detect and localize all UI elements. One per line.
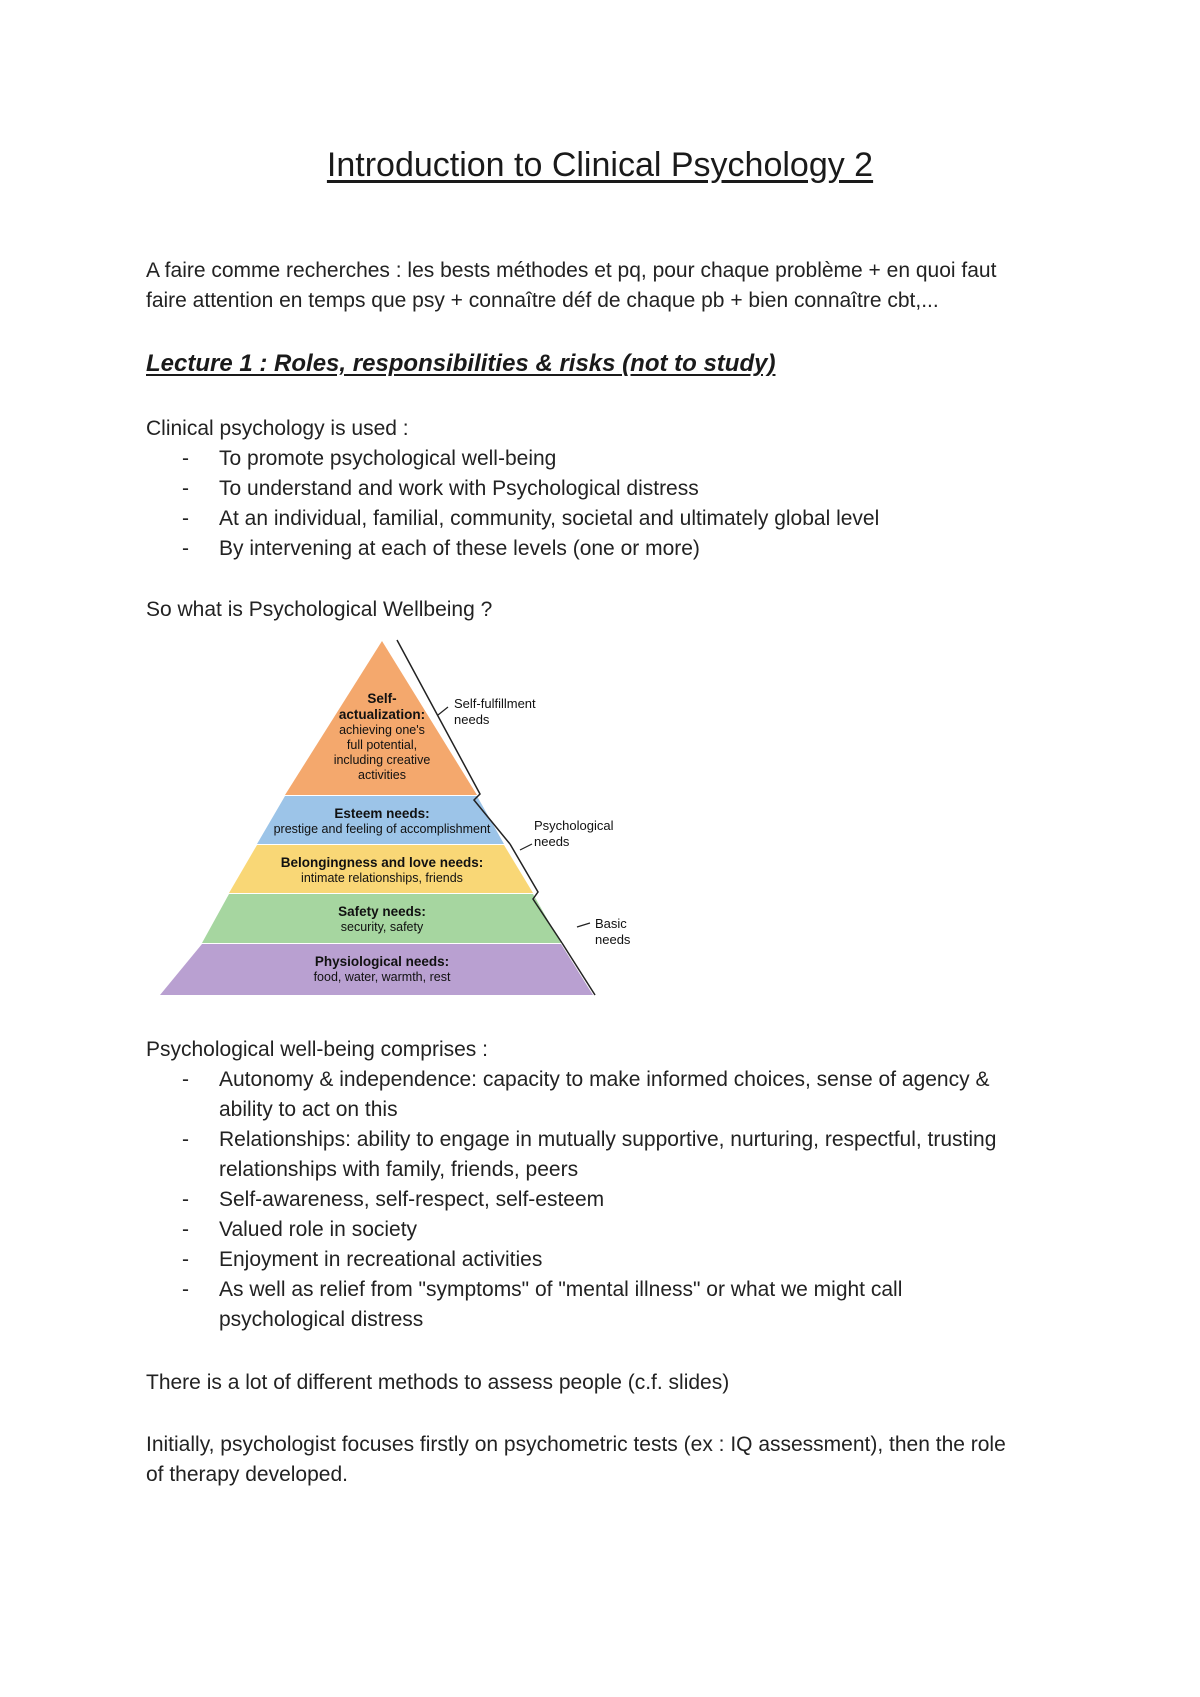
- dash-bullet: -: [182, 1188, 189, 1211]
- safety-desc: security, safety: [340, 920, 424, 934]
- physiological-title: Physiological needs:: [314, 954, 450, 969]
- side-label-basic-1: Basic: [595, 916, 627, 931]
- list-item-line-1: Autonomy & independence: capacity to make informed choices, sense of agency &: [219, 1068, 990, 1091]
- bracket-tick-2: [520, 844, 532, 850]
- dash-bullet: -: [182, 477, 189, 500]
- list-item: [146, 534, 1076, 564]
- wellbeing-question: So what is Psychological Wellbeing ?: [146, 598, 493, 621]
- self-actualization-title-2: actualization:: [338, 707, 426, 722]
- intro-paragraph: [146, 256, 1076, 316]
- initially-line-1: Initially, psychologist focuses firstly on psychometric tests (ex : IQ assessment), then the role: [146, 1433, 1006, 1456]
- bracket-tick-3: [577, 923, 590, 927]
- esteem-title: Esteem needs:: [334, 806, 430, 821]
- list-item-text: At an individual, familial, community, societal and ultimately global level: [219, 507, 880, 530]
- uses-intro: Clinical psychology is used :: [146, 417, 409, 440]
- dash-bullet: -: [182, 537, 189, 560]
- self-actualization-title: Self-: [367, 691, 397, 706]
- safety-title: Safety needs:: [338, 904, 426, 919]
- intro-line-1: A faire comme recherches : les bests méthodes et pq, pour chaque problème + en quoi faut: [146, 259, 997, 282]
- maslow-pyramid-diagram: [152, 632, 642, 997]
- list-item: [146, 1065, 1076, 1125]
- belongingness-desc: intimate relationships, friends: [301, 871, 463, 885]
- side-label-psychological-1: Psychological: [534, 818, 614, 833]
- list-item-line-2: relationships with family, friends, peers: [219, 1158, 579, 1181]
- list-item: [146, 474, 1076, 504]
- list-item-line-1: As well as relief from "symptoms" of "mental illness" or what we might call: [219, 1278, 903, 1301]
- assess-paragraph: There is a lot of different methods to assess people (c.f. slides): [146, 1371, 730, 1394]
- esteem-desc: prestige and feeling of accomplishment: [273, 822, 491, 836]
- list-item-text: Valued role in society: [219, 1218, 418, 1241]
- dash-bullet: -: [182, 1278, 189, 1301]
- side-label-psychological-2: needs: [534, 834, 570, 849]
- intro-line-2: faire attention en temps que psy + connaître déf de chaque pb + bien connaître cbt,...: [146, 289, 939, 312]
- initially-line-2: of therapy developed.: [146, 1463, 348, 1486]
- physiological-desc: food, water, warmth, rest: [313, 970, 451, 984]
- list-item-line-2: ability to act on this: [219, 1098, 398, 1121]
- self-actualization-desc-4: activities: [358, 768, 406, 782]
- uses-list: [146, 444, 1076, 564]
- dash-bullet: -: [182, 507, 189, 530]
- side-label-self-fulfillment-1: Self-fulfillment: [454, 696, 536, 711]
- initially-paragraph: [146, 1430, 1076, 1490]
- list-item: [146, 1245, 1076, 1275]
- side-label-basic-2: needs: [595, 932, 631, 947]
- dash-bullet: -: [182, 447, 189, 470]
- dash-bullet: -: [182, 1248, 189, 1271]
- list-item: [146, 1215, 1076, 1245]
- list-item: [146, 1185, 1076, 1215]
- list-item: [146, 1125, 1076, 1185]
- dash-bullet: -: [182, 1218, 189, 1241]
- bracket-tick-1: [438, 707, 448, 715]
- list-item: [146, 1275, 1076, 1335]
- list-item-text: Enjoyment in recreational activities: [219, 1248, 543, 1271]
- list-item-text: Self-awareness, self-respect, self-esteem: [219, 1188, 605, 1211]
- page-title: Introduction to Clinical Psychology 2: [326, 146, 874, 184]
- list-item-text: By intervening at each of these levels (one or more): [219, 537, 700, 560]
- list-item: [146, 444, 1076, 474]
- side-label-self-fulfillment-2: needs: [454, 712, 490, 727]
- self-actualization-desc-1: achieving one's: [339, 723, 425, 737]
- list-item-text: To promote psychological well-being: [219, 447, 557, 470]
- belongingness-title: Belongingness and love needs:: [280, 855, 484, 870]
- self-actualization-desc-3: including creative: [333, 753, 431, 767]
- list-item: [146, 504, 1076, 534]
- comprises-list: [146, 1065, 1076, 1335]
- list-item-line-1: Relationships: ability to engage in mutually supportive, nurturing, respectful, trusting: [219, 1128, 997, 1151]
- lecture-heading: Lecture 1 : Roles, responsibilities & risks (not to study): [146, 350, 776, 377]
- list-item-line-2: psychological distress: [219, 1308, 424, 1331]
- self-actualization-desc-2: full potential,: [346, 738, 418, 752]
- comprises-intro: Psychological well-being comprises :: [146, 1038, 488, 1061]
- dash-bullet: -: [182, 1128, 189, 1151]
- dash-bullet: -: [182, 1068, 189, 1091]
- list-item-text: To understand and work with Psychological distress: [219, 477, 699, 500]
